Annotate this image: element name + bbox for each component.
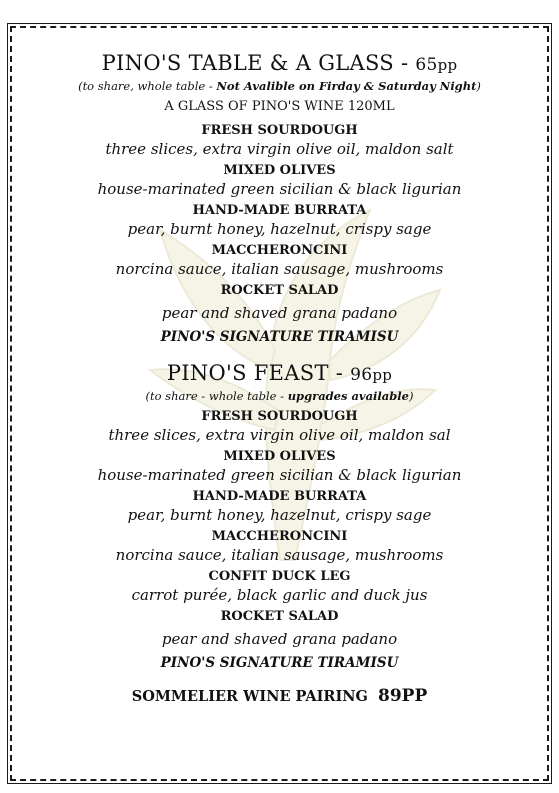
- item-name: HAND-MADE BURRATA: [192, 489, 367, 504]
- wine-pairing: [14, 686, 545, 707]
- item-desc: three slices, extra virgin olive oil, maldon sal: [108, 426, 451, 444]
- glass-note: A GLASS OF PINO'S WINE 120ML: [164, 99, 395, 114]
- menu-item: [14, 282, 545, 322]
- subtitle-suffix: ): [408, 389, 414, 403]
- section-subtitle: [14, 388, 545, 404]
- item-desc: norcina sauce, italian sausage, mushrooms: [115, 546, 444, 564]
- section-title-text: PINO'S TABLE & A GLASS -: [101, 51, 416, 75]
- menu-item: [14, 448, 545, 484]
- menu-item: [14, 242, 545, 278]
- item-desc: norcina sauce, italian sausage, mushrooms: [115, 260, 444, 278]
- section-title-feast: [14, 360, 545, 388]
- menu-content: [14, 30, 545, 707]
- menu-item: [14, 202, 545, 238]
- item-name: FRESH SOURDOUGH: [201, 409, 358, 424]
- item-desc: three slices, extra virgin olive oil, maldon salt: [105, 140, 454, 158]
- subtitle-suffix: ): [476, 79, 481, 93]
- menu-item: [14, 528, 545, 564]
- item-name: ROCKET SALAD: [220, 283, 339, 298]
- subtitle-emphasis: upgrades available: [287, 389, 409, 403]
- section-price-unit: pp: [372, 366, 393, 384]
- item-name: ROCKET SALAD: [220, 609, 339, 624]
- section-title-text: PINO'S FEAST -: [166, 361, 351, 385]
- dessert-item: PINO'S SIGNATURE TIRAMISU: [160, 655, 399, 671]
- menu-item: [14, 568, 545, 604]
- item-desc: house-marinated green sicilian & black ligurian: [97, 466, 462, 484]
- menu-item: [14, 608, 545, 648]
- item-name: MACCHERONCINI: [211, 243, 348, 258]
- item-desc: pear and shaved grana padano: [161, 630, 398, 648]
- menu-item: [14, 162, 545, 198]
- item-name: FRESH SOURDOUGH: [201, 123, 358, 138]
- dessert-item: PINO'S SIGNATURE TIRAMISU: [160, 329, 399, 345]
- section-title-table-glass: [14, 50, 545, 78]
- subtitle-prefix: (to share - whole table -: [145, 389, 288, 403]
- item-name: MIXED OLIVES: [223, 163, 336, 178]
- item-name: CONFIT DUCK LEG: [208, 569, 351, 584]
- wine-pairing-price: 89PP: [378, 686, 428, 706]
- section-price: 96: [350, 365, 373, 385]
- item-desc: house-marinated green sicilian & black ligurian: [97, 180, 462, 198]
- section-price: 65: [415, 55, 438, 75]
- item-desc: pear and shaved grana padano: [161, 304, 398, 322]
- section-price-unit: pp: [437, 56, 458, 74]
- item-desc: pear, burnt honey, hazelnut, crispy sage: [127, 220, 432, 238]
- item-name: MACCHERONCINI: [211, 529, 348, 544]
- menu-item: [14, 488, 545, 524]
- item-desc: carrot purée, black garlic and duck jus: [131, 586, 428, 604]
- item-desc: pear, burnt honey, hazelnut, crispy sage: [127, 506, 432, 524]
- item-name: HAND-MADE BURRATA: [192, 203, 367, 218]
- menu-item: [14, 408, 545, 444]
- subtitle-prefix: (to share, whole table -: [78, 79, 217, 93]
- subtitle-emphasis: Not Avalible on Firday & Saturday Night: [216, 79, 477, 93]
- menu-item: [14, 122, 545, 158]
- section-subtitle: [14, 78, 545, 94]
- wine-pairing-label: SOMMELIER WINE PAIRING: [131, 688, 368, 705]
- item-name: MIXED OLIVES: [223, 449, 336, 464]
